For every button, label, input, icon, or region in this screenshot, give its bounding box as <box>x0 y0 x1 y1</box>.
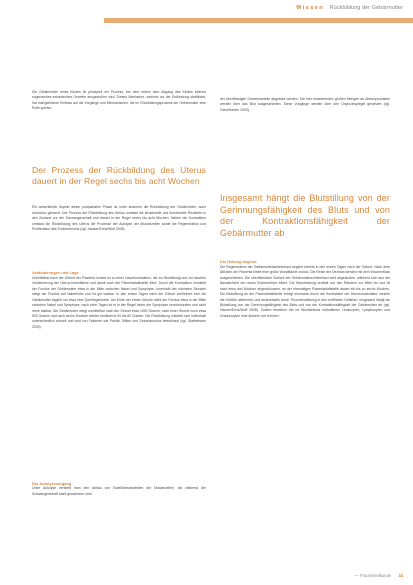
left-intro-paragraph: Die Gebärmutter eines Kindes ist prinzipiell ein Prozess, bei dem neben dem Abgang des Kindes ebenso sogenanntes extrauterines Gewebe ausgestoßen wird. Dieses Wachstum, welches vor der Entbindung stattfindet, hat maßgeblichen Einfluss auf die Vorgänge und Mechanismen, die im Rückbildungsprozess der Gebärmutter eine Rolle spielen. <box>32 90 206 111</box>
page-number: 34 <box>398 573 403 578</box>
footer-source: — Frauenheilkunde <box>354 573 392 578</box>
right-column <box>220 97 390 545</box>
right-intro-paragraph: der überflüssigen Gewebeanteile abgebaut werden. Die hier entstehenden großen Mengen an Abbauprodukten werden über das Blut ausgeschieden. Diese Vorgänge werden über den Oxytocinspiegel gesteuert (vgl. Geist/Harder 2005). <box>220 97 390 112</box>
running-header <box>104 4 413 34</box>
right-paragraph-1: Die Regeneration der Gebärmutterschleimhaut beginnt bereits in den ersten Tagen nach der Geburt. Nach dem Ablösen der Plazenta bleibt eine große Wundfläche zurück. Die Reste der Dezidua werden mit dem Wochenfluss ausgeschieden. Die oberflächliche Schicht der Gebärmutterschleimhaut wird abgestoßen, während sich aus der Basalschicht ein neues Endometrium bildet. Die Wundheilung verläuft von den Rändern zur Mitte hin und ist nach etwa drei Wochen abgeschlossen, an der ehemaligen Plazentahaftstelle dauert sie bis zu sechs Wochen. Die Blutstillung an der Plazentahaftstelle erfolgt einerseits durch die Kontraktion der Uterusmuskulatur, welche die Gefäße abklemmt, und andererseits durch Thrombenbildung in den eröffneten Gefäßen. Insgesamt hängt die Blutstillung von der Gerinnungsfähigkeit des Bluts und von der Kontraktionsfähigkeit der Gebärmutter ab (vgl. Hauser/Enns/Wolf 2008). Zudem bewirken die im Wochenfluss enthaltenen Leukozyten, Lymphozyten und Granulozyten eine Abwehr von Keimen. <box>220 264 390 318</box>
right-section-heading: Insgesamt hängt die Blutstillung von der Gerinnungsfähigkeit des Bluts und von der Kontraktionsfähigkeit der Gebärmutter ab <box>220 193 390 238</box>
header-title <box>296 5 403 11</box>
left-paragraph-1: Ein wesentlicher Aspekt dieser postpartalen Phase ist unter anderem die Rückbildung der Gebärmutter, auch Involution genannt. Der Prozess der Rückbildung des Uterus umfasst die strukturelle und funktionelle Rückkehr in den Zustand vor der Schwangerschaft und dauert in der Regel sechs bis acht Wochen. Neben der Kontraktion umfasst die Rückbildung des Uterus die Prozesse der Autolyse der Muskelzellen sowie die Regeneration und Proliferation des Endometriums (vgl. Hauser/Enns/Wolf 2008). <box>32 205 206 232</box>
left-section-heading: Der Prozess der Rückbildung des Uterus dauert in der Regel sechs bis acht Wochen <box>32 165 206 187</box>
right-subheading-1: Die Heilung beginnt <box>220 259 257 265</box>
header-section: Rückbildung der Gebärmutter <box>329 5 403 11</box>
left-column <box>32 90 206 501</box>
left-subheading-2: Der Autolysevorgang <box>32 480 72 486</box>
header-keyword: Wissen <box>296 5 325 11</box>
header-accent-bar <box>104 18 413 23</box>
left-paragraph-3: Unter Autolyse versteht man den Abbau von Eiweißbestandteilen der Muskelzellen, die während der Schwangerschaft stark gewachsen sind. <box>32 486 206 496</box>
page-footer <box>355 573 403 578</box>
left-paragraph-2: Unmittelbar nach der Geburt der Plazenta kommt es zu einer Dauerkontraktion, die zur Blutstillung und zur raschen Verkleinerung der Uterus-Innenfläche und damit auch der Plazentahaftstelle führt. Durch die Kontraktion verbleibt der Fundus der Gebärmutter etwa in der Mitte zwischen Nabel und Symphyse. Innerhalb der nächsten Stunden steigt der Fundus auf Nabelhöhe und ist gut tastbar. In den ersten Tagen nach der Geburt verkleinert sich die Gebärmutter täglich um etwa eine Querfingerbreite. Am Ende der ersten Woche steht der Fundus etwa in der Mitte zwischen Nabel und Symphyse, nach zehn Tagen ist er in der Regel hinter der Symphyse verschwunden und nicht mehr tastbar. Die Gebärmutter wiegt unmittelbar nach der Geburt etwa 1000 Gramm, nach einer Woche noch etwa 500 Gramm und nach sechs Wochen wieder annähernd 60 bis 80 Gramm. Die Rückbildung vollzieht sich individuell unterschiedlich schnell und wird von Faktoren wie Parität, Stillen und Geburtsmodus beeinflusst (vgl. Stadelmann 2005). <box>32 275 206 329</box>
left-subheading-1: Veränderungen und Lage <box>32 270 79 276</box>
